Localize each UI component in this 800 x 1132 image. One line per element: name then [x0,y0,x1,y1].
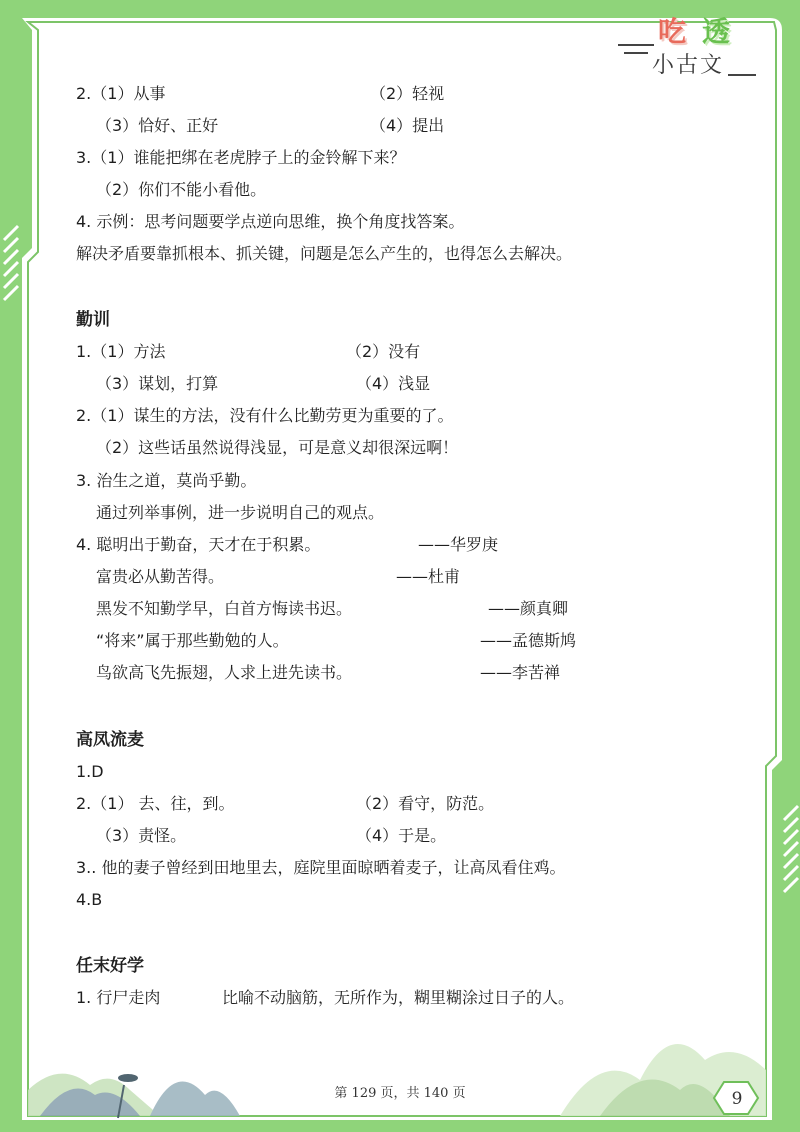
answer-line: （2）没有 [346,342,421,361]
section-heading-renmo: 任末好学 [76,956,144,976]
answer-line: ——李苦禅 [480,663,561,682]
logo-char-2: 透 [702,15,731,48]
answer-line: 1. 行尸走肉 [76,988,161,1007]
answer-line: 4. 聪明出于勤奋，天才在于积累。 [76,535,321,554]
answer-line: 1.D [76,762,104,781]
answer-line: 2.（1）从事 [76,84,166,103]
left-stripe-decoration [4,226,18,300]
answer-line: （4）浅显 [356,374,431,393]
answer-line: 比喻不动脑筋，无所作为，糊里糊涂过日子的人。 [222,988,575,1007]
answer-line: 4.B [76,890,103,909]
answer-line: （2）看守，防范。 [356,794,495,813]
answer-line: （3）责怪。 [96,826,187,845]
logo-decoration [624,52,648,54]
answer-line: （3）恰好、正好 [96,116,219,135]
right-stripe-decoration [784,806,798,892]
answer-line: （2）这些话虽然说得浅显，可是意义却很深远啊！ [96,438,459,457]
answer-line: （4）于是。 [356,826,447,845]
answer-line: 4. 示例：思考问题要学点逆向思维，换个角度找答案。 [76,212,465,231]
answer-line: “将来”属于那些勤勉的人。 [96,631,289,650]
answer-line: 3. 治生之道，莫尚乎勤。 [76,471,257,490]
logo-decoration [618,44,654,46]
answer-line: 1.（1）方法 [76,342,166,361]
page-number: 9 [731,1089,743,1109]
answer-line: （4）提出 [370,116,445,135]
answer-line: （2）轻视 [370,84,445,103]
section-heading-qinxun: 勤训 [76,310,110,330]
answer-line: 3.（1）谁能把绑在老虎脖子上的金铃解下来？ [76,148,406,167]
section-heading-gaofeng: 高凤流麦 [76,730,144,750]
answer-line: 2.（1） 去、往，到。 [76,794,235,813]
answer-line: 富贵必从勤苦得。 [96,567,225,586]
answer-line: 3.. 他的妻子曾经到田地里去，庭院里面晾晒着麦子，让高凤看住鸡。 [76,858,566,877]
logo-char-1: 吃 [658,15,687,48]
answer-line: ——颜真卿 [488,599,569,618]
answer-line: 解决矛盾要靠抓根本、抓关键，问题是怎么产生的，也得怎么去解决。 [76,244,573,263]
logo-subtitle: 小古文 [652,53,725,78]
answer-line: 通过列举事例，进一步说明自己的观点。 [96,503,385,522]
logo-decoration [728,74,756,76]
answer-line: 鸟欲高飞先振翅，人求上进先读书。 [96,663,353,682]
brand-logo [610,8,760,78]
answer-line: ——孟德斯鸠 [480,631,577,650]
answer-line: 2.（1）谋生的方法，没有什么比勤劳更为重要的了。 [76,406,454,425]
page-footer: 第 129 页，共 140 页 [334,1086,466,1101]
answer-line: （3）谋划，打算 [96,374,219,393]
answer-line: ——杜甫 [396,567,461,586]
answer-line: （2）你们不能小看他。 [96,180,267,199]
answer-line: ——华罗庚 [418,535,499,554]
answer-line: 黑发不知勤学早，白首方悔读书迟。 [96,599,353,618]
